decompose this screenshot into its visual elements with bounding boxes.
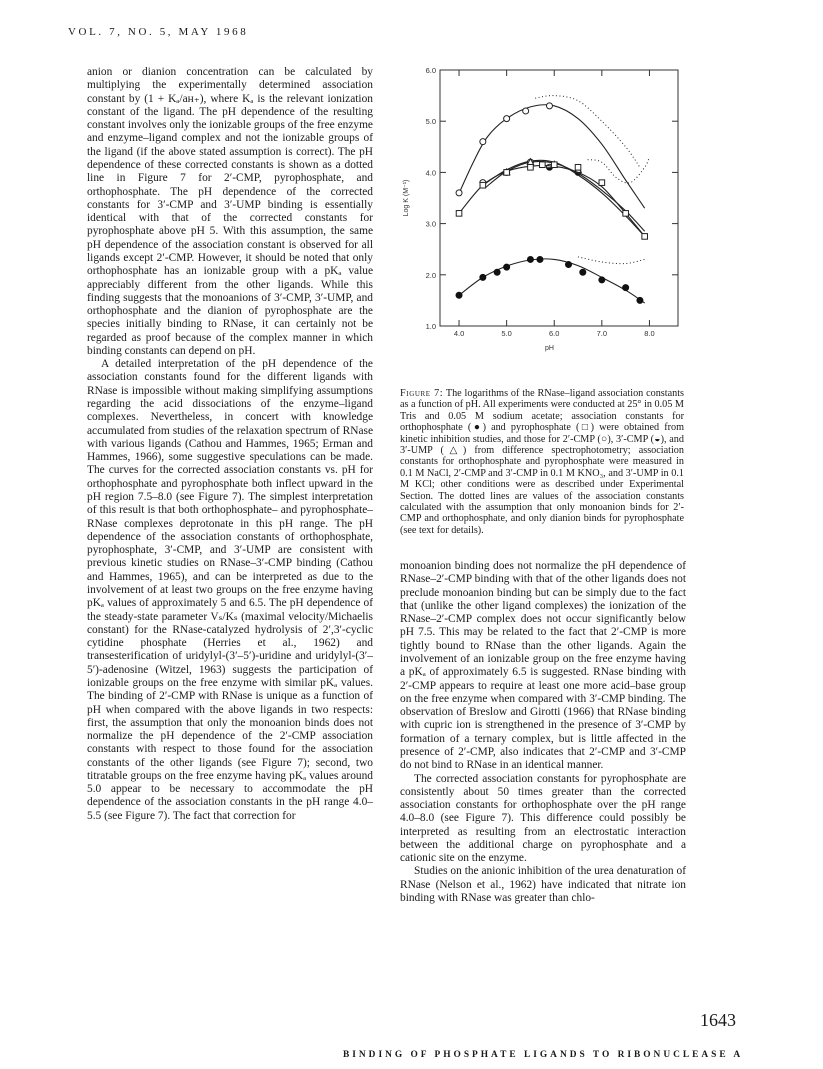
data-point-open-square [599,180,605,186]
running-foot: BINDING OF PHOSPHATE LIGANDS TO RIBONUCLEASE A [343,1050,744,1060]
plot-frame [440,70,678,326]
caption-text: The logarithms of the RNase–ligand association constants as a function of pH. All experiments were conducted at 25° in 0.05 M Tris and 0.05 M sodium acetate; association constants for orthophosphate (●) and pyrophosphate (□) were obtained from kinetic inhibition studies, and those for 2′-CMP (○), 3′-CMP (◒), and 3′-UMP (△) from difference spectrophotometry; association constants for orthophosphate and pyrophosphate were measured in 0.1 M NaCl, 2′-CMP and 3′-CMP in 0.1 M KNO₃, and 3′-UMP in 0.1 M KCl; other conditions were as described under Experimental Section. The dotted lines are values of the association constants calculated with the assumption that only monoanion binds for 2′-CMP and orthophosphate, and only dianion binds for pyrophosphate (see text for details). [400,388,684,536]
data-point-open-circle [523,108,529,114]
right-column [400,560,686,905]
paragraph: The corrected association constants for pyrophosphate are consistently about 50 times greater than the corrected association constants for orthophosphate over the pH range 4.0–8.0 (see Figure 7). This difference could possibly be interpreted as resulting from an electrostatic interaction between the additional charge on pyrophosphate and a cationic site on the enzyme. [400,772,686,865]
data-point-filled-circle [580,269,586,275]
data-point-open-square [551,162,557,168]
data-point-filled-circle [494,269,500,275]
data-point-open-square [623,211,629,217]
data-point-open-square [642,234,648,240]
x-tick-label: 5.0 [501,329,512,338]
data-point-open-circle [480,139,486,145]
data-point-open-circle [546,103,552,109]
y-tick-label: 3.0 [425,219,436,229]
data-point-open-circle [456,190,462,196]
data-point-filled-circle [456,292,462,298]
data-point-filled-circle [637,297,643,303]
fit-curve [458,105,645,208]
fit-curve [459,259,645,303]
figure-7-chart [400,60,700,365]
data-point-filled-circle [599,277,605,283]
data-point-open-circle [504,116,510,122]
y-axis-label: Log K (M⁻¹) [403,179,410,217]
caption-label: Figure 7: [400,388,444,399]
data-point-filled-circle [623,285,629,291]
data-point-filled-circle [566,262,572,268]
paragraph: Studies on the anionic inhibition of the urea denaturation of RNase (Nelson et al., 1962) have indicated that nitrate ion binding with RNase was greater than chlo- [400,865,686,905]
paragraph: A detailed interpretation of the pH dependence of the association constants found for the different ligands with RNase is impossible without making simplifying assumptions regarding the acid dissociations of the enzyme–ligand complexes. Nevertheless, in concert with knowledge accumulated from studies of the relaxation spectrum of RNase with various ligands (Cathou and Hammes, 1965; Erman and Hammes, 1966), some suggestive speculations can be made. The curves for the corrected association constants vs. pH for orthophosphate and pyrophosphate both inflect upward in the pH region 7.5–8.0 (see Figure 7). The simplest interpretation of this result is that both orthophosphate– and pyrophosphate–RNase complexes deprotonate in this pH range. The pH dependence of the association constants of orthophosphate, pyrophosphate, 3′-CMP, and 3′-UMP are consistent with previous kinetic studies on RNase–3′-CMP binding (Cathou and Hammes, 1965), and can be interpreted as due to the involvement of at least two groups on the free enzyme having pKₐ values of approximately 5 and 6.5. The pH dependence of the steady-state parameter Vₛ/Kₛ (maximal velocity/Michaelis constant) for the RNase-catalyzed hydrolysis of 2′,3′-cyclic cytidine phosphate (Herries et al., 1962) and transesterification of uridylyl-(3′–5′)-uridine and uridylyl-(3′–5′)-adenosine (Witzel, 1963) suggests the participation of ionizable groups on the free enzyme with similar pKₐ values. The binding of 2′-CMP with RNase is unique as a function of pH when compared with the above ligands in two respects: first, the assumption that only the monoanion binds does not normalize the pH dependence of the 2′-CMP association constants with respect to those found for the association constants of the other ligands (see Figure 7); second, two titratable groups on the free enzyme having pKₐ values around 5.0 appear to be necessary to accommodate the pH dependence of the association constants in the pH range 4.0–5.5 (see Figure 7). The fact that correction for [87,358,373,822]
data-point-open-square [575,164,581,170]
page-number: 1643 [700,1010,736,1030]
x-tick-label: 6.0 [549,329,560,338]
y-tick-label: 6.0 [425,66,436,75]
x-tick-label: 8.0 [644,329,655,338]
data-point-open-square [504,170,510,176]
x-tick-label: 4.0 [453,329,465,338]
data-point-filled-circle [537,256,543,262]
running-head: VOL. 7, NO. 5, MAY 1968 [68,26,249,38]
x-tick-label: 7.0 [596,329,608,338]
x-axis-label: pH [545,345,554,352]
y-tick-label: 2.0 [425,270,436,280]
data-point-open-square [480,182,486,188]
y-tick-label: 5.0 [425,117,436,127]
fit-curve [459,166,645,237]
y-tick-label: 4.0 [425,168,436,178]
data-point-open-square [528,164,534,170]
left-column [87,66,373,823]
dotted-curve [578,257,645,264]
paragraph: anion or dianion concentration can be calculated by multiplying the experimentally determined association constant by (1 + Kₐ/aʜ₊), where Kₐ is the relevant ionization constant of the ligand. The pH dependence of the resulting constant involves only the ionizable groups of the free enzyme and enzyme–ligand complex and not the ionizable groups of the ligand (if the above stated assumption is correct). The pH dependence of these corrected constants is shown as a dotted line in Figure 7 for 2′-CMP, pyrophosphate, and orthophosphate. The pH dependence of the corrected constants for 3′-CMP and 3′-UMP binding is essentially identical with that of the corrected constants for pyrophosphate above pH 5. With this assumption, the same pH dependence of the association constant is observed for all ligands except 2′-CMP. However, it should be noted that only orthophosphate has an ionizable group with a pKₐ value appreciably different from the other ligands. While this finding suggests that the monoanions of 3′-CMP, 3′-UMP, and orthophosphate and the dianion of pyrophosphate are the species initially binding to RNase, it can certainly not be regarded as proof because of the complex manner in which binding constants can depend on pH. [87,66,373,357]
paragraph: monoanion binding does not normalize the pH dependence of RNase–2′-CMP binding with that of the other ligands does not preclude monoanion binding but can be simply due to the fact that (unlike the other ligand complexes) the ionization of the RNase–2′-CMP complex does not occur significantly below pH 7.5. This may be related to the fact that 2′-CMP is more tightly bound to RNase than the other ligands. Again the involvement of an ionizable group on the free enzyme having a pKₐ of approximately 6.5 is suggested. RNase binding with 2′-CMP appears to require at least one more acid–base group on the free enzyme when compared with 3′-CMP binding. The observation of Breslow and Girotti (1966) that RNase binding with cupric ion is strengthened in the presence of 3′-CMP by formation of a ternary complex, but is little affected in the presence of 2′-CMP, also indicates that 2′-CMP and 3′-CMP do not bind to RNase in an identical manner. [400,560,686,772]
data-point-open-square [540,162,546,168]
data-point-filled-circle [527,256,533,262]
chart-svg [400,60,700,365]
y-tick-label: 1.0 [425,322,436,331]
data-point-filled-circle [504,264,510,270]
data-point-open-square [456,211,462,217]
figure-caption [400,388,684,536]
data-point-filled-circle [480,274,486,280]
